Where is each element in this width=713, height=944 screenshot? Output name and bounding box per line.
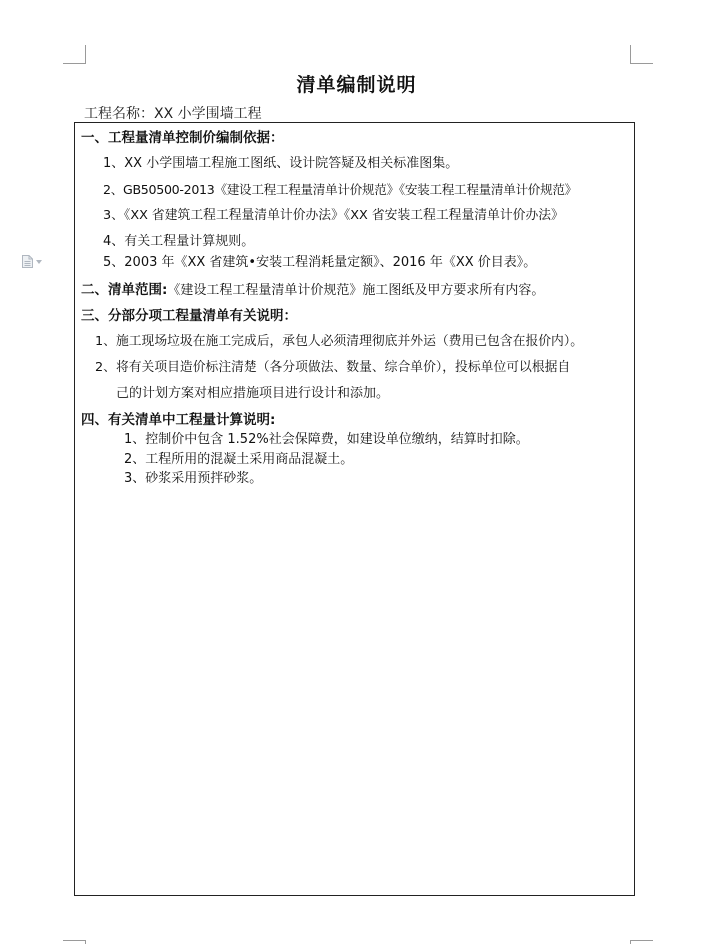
document-menu-button[interactable]	[22, 255, 42, 268]
section-2-heading: 二、清单范围:	[81, 282, 168, 298]
section-3-item-continued: 己的计划方案对相应措施项目进行设计和添加。	[116, 386, 390, 401]
section-4-item: 1、控制价中包含 1.52%社会保障费，如建设单位缴纳，结算时扣除。	[124, 432, 529, 447]
section-2-text: 《建设工程工程量清单计价规范》施工图纸及甲方要求所有内容。	[167, 283, 545, 298]
page-title: 清单编制说明	[296, 74, 417, 96]
crop-mark-bottom-left	[63, 940, 86, 944]
section-1-item: 3、《XX 省建筑工程工程量清单计价办法》《XX 省安装工程工程量清单计价办法》	[103, 208, 564, 223]
crop-mark-top-left	[63, 45, 86, 64]
section-2	[81, 281, 544, 300]
section-4-heading: 四、有关清单中工程量计算说明:	[81, 412, 276, 428]
section-1-item: 4、有关工程量计算规则。	[103, 234, 255, 249]
project-name: 工程名称：XX 小学围墙工程	[84, 106, 262, 122]
section-4-item: 2、工程所用的混凝土采用商品混凝土。	[124, 452, 354, 467]
document-icon	[22, 255, 33, 268]
section-1-item: 5、2003 年《XX 省建筑•安装工程消耗量定额》、2016 年《XX 价目表》。	[103, 255, 537, 270]
section-3-item: 2、将有关项目造价标注清楚（各分项做法、数量、综合单价），投标单位可以根据自	[95, 360, 571, 375]
crop-mark-bottom-right	[630, 940, 653, 944]
crop-mark-top-right	[630, 45, 653, 64]
section-1-item: 2、GB50500-2013《建设工程工程量清单计价规范》《安装工程工程量清单计价规范》	[103, 182, 577, 197]
chevron-down-icon	[36, 260, 42, 264]
section-1-item: 1、XX 小学围墙工程施工图纸、设计院答疑及相关标准图集。	[103, 156, 459, 171]
section-3-item: 1、施工现场垃圾在施工完成后，承包人必须清理彻底并外运（费用已包含在报价内）。	[95, 334, 584, 349]
section-3-heading: 三、分部分项工程量清单有关说明：	[81, 308, 297, 324]
section-4-item: 3、砂浆采用预拌砂浆。	[124, 471, 263, 486]
section-1-heading: 一、工程量清单控制价编制依据：	[81, 130, 284, 146]
